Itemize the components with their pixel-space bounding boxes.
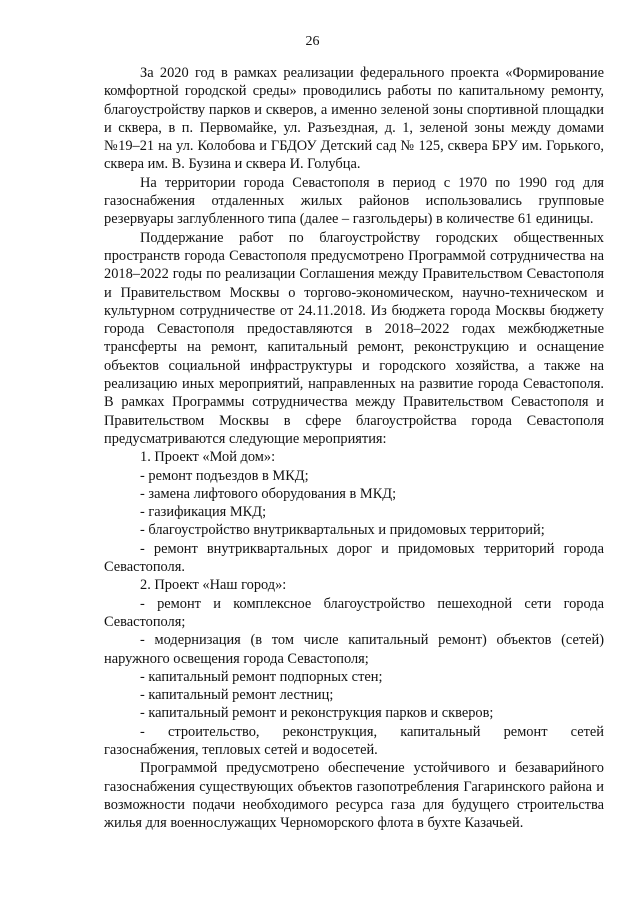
project-our-city-title: 2. Проект «Наш город»:: [140, 577, 287, 594]
list-item: - строительство, реконструкция, капитальный ремонт сетей газоснабжения, тепловых сетей и водосетей.: [104, 723, 604, 758]
list-item: - модернизация (в том числе капитальный ремонт) объектов (сетей) наружного освещения города Севастополя;: [104, 632, 604, 667]
document-body: [104, 64, 604, 832]
list-item: - капитальный ремонт подпорных стен;: [140, 668, 383, 685]
paragraph-cooperation-program: Поддержание работ по благоустройству городских общественных пространств города Севастополя предусмотрено Программой сотрудничества на 2018–2022 годы по реализации Соглашения между Правительством Севастополя и Правительством Москвы о торгово-экономическом, научно-техническом и культурном сотрудничестве от 24.11.2018. Из бюджета города Москвы бюджету города Севастополя предоставляются в 2018–2022 годах межбюджетные трансферты на ремонт, капитальный ремонт, реконструкцию и оснащение объектов социальной инфраструктуры и городского хозяйства, а также на реализацию иных мероприятий, направленных на развитие города Севастополя. В рамках Программы сотрудничества между Правительством Севастополя и Правительством Москвы в сфере благоустройства города Севастополя предусматриваются следующие мероприятия:: [104, 229, 604, 447]
list-item: - ремонт и комплексное благоустройство пешеходной сети города Севастополя;: [104, 595, 604, 630]
paragraph-gas-holders: На территории города Севастополя в период с 1970 по 1990 год для газоснабжения отдаленных жилых районов использовались групповые резервуары заглубленного типа (далее – газгольдеры) в количестве 61 единицы.: [104, 174, 604, 228]
page-number: 26: [305, 34, 320, 49]
list-item: - капитальный ремонт лестниц;: [140, 687, 334, 704]
list-item: - газификация МКД;: [140, 504, 267, 521]
paragraph-gas-supply-program: Программой предусмотрено обеспечение устойчивого и безаварийного газоснабжения существующих объектов газопотребления Гагаринского района и возможности подачи необходимого ресурса газа для будущего строительства жилья для военнослужащих Черноморского флота в бухте Казачьей.: [104, 760, 604, 832]
list-item: - ремонт внутриквартальных дорог и придомовых территорий города Севастополя.: [104, 540, 604, 576]
paragraph-comfortable-urban-environment: За 2020 год в рамках реализации федерального проекта «Формирование комфортной городской среды» проводились работы по капитальному ремонту, благоустройству парков и скверов, а именно зеленой зоны спортивной площадки и сквера, в п. Первомайке, ул. Разъездная, д. 1, зеленой зоны между домами №19–21 на ул. Колобова и ГБДОУ Детский сад № 125, сквера БРУ им. Горького, сквера им. В. Бузина и сквера И. Голубца.: [104, 65, 604, 173]
list-item: - замена лифтового оборудования в МКД;: [140, 485, 397, 502]
project-my-home-title: 1. Проект «Мой дом»:: [140, 449, 276, 466]
list-item: - благоустройство внутриквартальных и придомовых территорий;: [140, 522, 545, 539]
list-item: - ремонт подъездов в МКД;: [140, 467, 309, 484]
list-item: - капитальный ремонт и реконструкция парков и скверов;: [140, 705, 494, 722]
